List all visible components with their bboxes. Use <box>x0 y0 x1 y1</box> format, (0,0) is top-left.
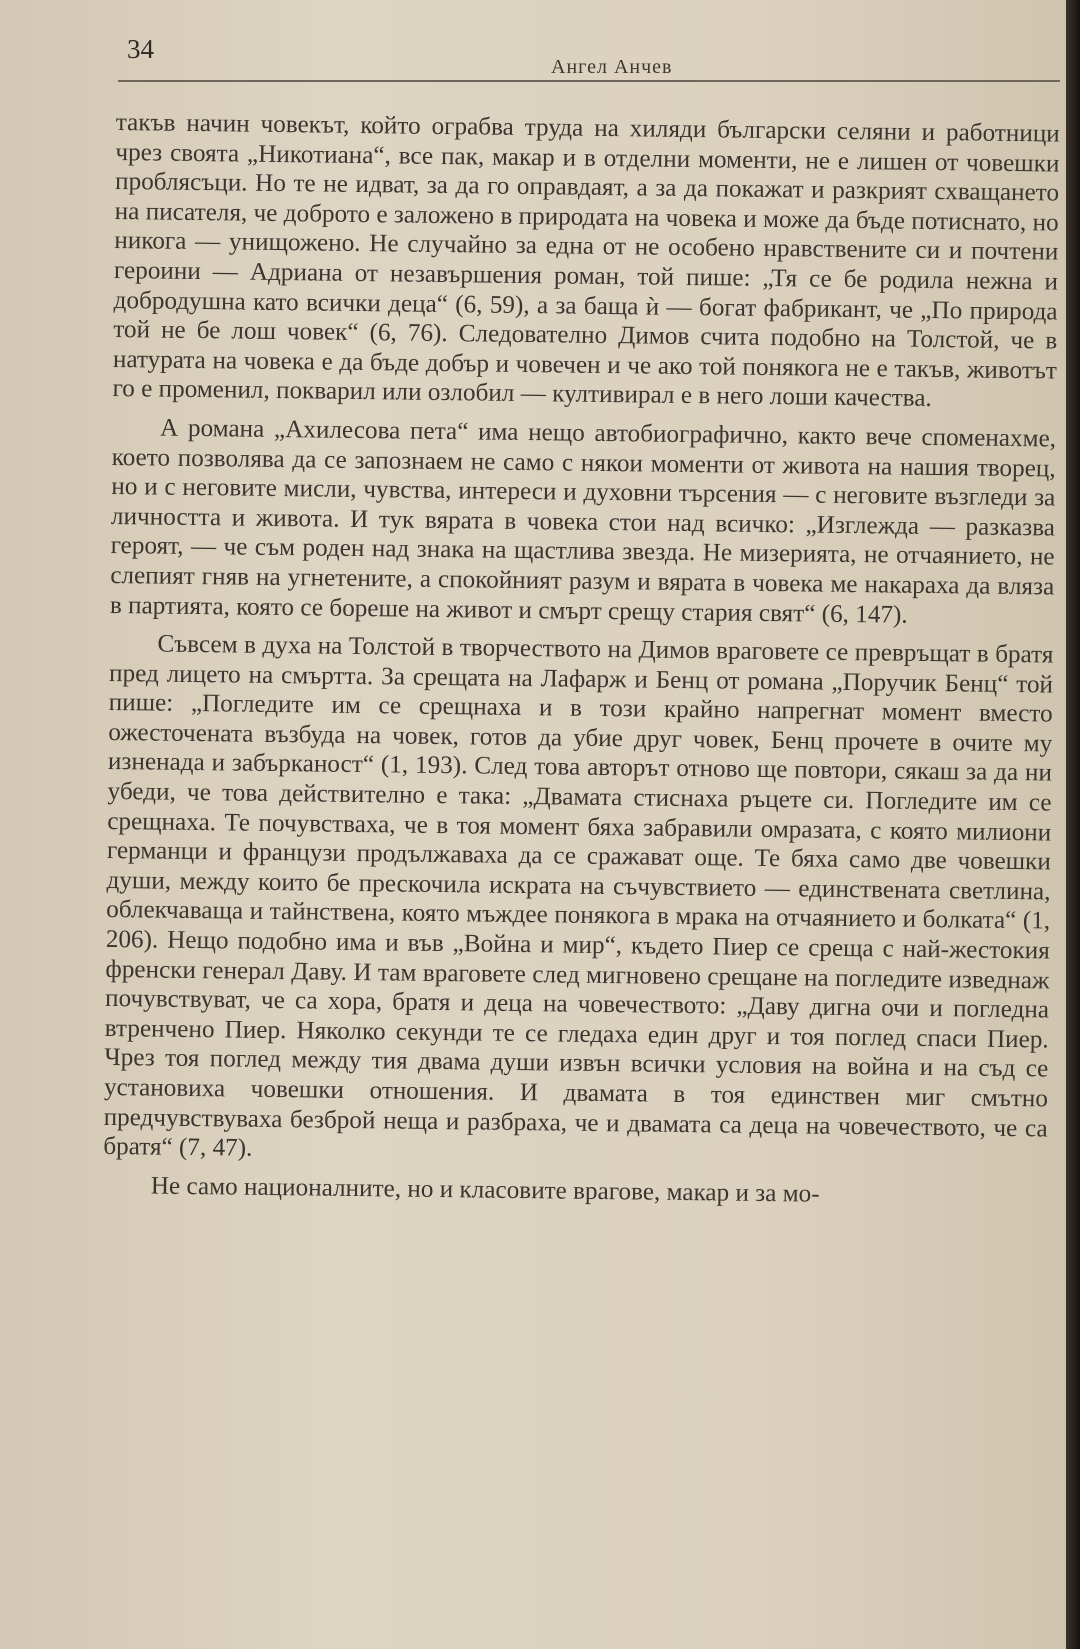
book-spine-edge <box>1066 0 1080 1649</box>
paragraph: такъв начин човекът, който ограбва труда на хиляди български селяни и работници чрез своята „Никотиана“, все пак, макар и в отделни моменти, не е лишен от човешки проблясъци. Но те не идват, за да го оправдаят, а за да покажат и разкрият схващането на писателя, че доброто е заложено в природата на човека и може да бъде потиснато, но никога — унищожено. Не случайно за една от не особено нравствените си и почтени героини — Адриана от незавършения роман, той пише: „Тя се бе родила нежна и добродушна като всички деца“ (6, 59), а за баща ѝ — богат фабрикант, че „По природа той не бе лош човек“ (6, 76). Следователно Димов счита подобно на Толстой, че в натурата на човека е да бъде добър и човечен и че ако той понякога не е такъв, животът го е променил, покварил или озлобил — култивирал е в него лоши качества. <box>112 108 1060 413</box>
page-number: 34 <box>127 34 154 64</box>
body-text <box>103 108 1060 1221</box>
paragraph: Не само националните, но и класовите врагове, макар и за мо- <box>150 1172 820 1208</box>
running-head: Ангел Анчев <box>551 56 673 78</box>
header-rule <box>118 80 1060 82</box>
paragraph: Съвсем в духа на Толстой в творчеството на Димов враговете се превръщат в братя пред лицето на смъртта. За срещата на Лафарж и Бенц от романа „Поручик Бенц“ той пише: „Погледите им се срещнаха и в този крайно напрегнат момент вместо ожесточената възбуда на човек, готов да убие друг човек, Бенц прочете в очите му изненада и забърканост“ (1, 193). След това авторът отново ще повтори, сякаш за да ни убеди, че това действително е така: „Двамата стиснаха ръцете си. Погледите им се срещнаха. Те почувстваха, че в тоя момент бяха забравили омразата, с която милиони германци и французи продължаваха да се сражават още. Те бяха само две човешки души, между които бе прескочила искрата на съчувствието — единствената светлина, облекчаваща и тайнствена, която мъждее понякога в мрака на отчаянието и болката“ (1, 206). Нещо подобно има и във „Война и мир“, където Пиер се среща с най-жестокия френски генерал Даву. И там враговете след мигновено срещане на погледите изведнаж почувствуват, че са хора, братя и деца на човечеството: „Даву дигна очи и погледна втренчено Пиер. Няколко секунди те се гледаха един друг и тоя поглед спаси Пиер. Чрез тоя поглед между тия двама души извън всички условия на война и на съд се установиха човешки отношения. И двамата в тоя единствен миг смътно предчувствуваха безброй неща и разбраха, че и двамата са деца на човечеството, че са братя“ (7, 47). <box>103 630 1054 1162</box>
paragraph: А романа „Ахилесова пета“ има нещо автобиографично, както вече споменахме, което позволява да се запознаем не само с някои моменти от живота на нашия творец, но и с неговите мисли, чувства, интереси и духовни търсения — с неговите възгледи за личността и живота. И тук вярата в човека стои над всичко: „Изглежда — разказва героят, — че съм роден над знака на щастлива звезда. Не мизерията, не отчаянието, не слепият гняв на угнетените, а спокойният разум и вярата в човека ме накараха да вляза в партията, която се бореше на живот и смърт срещу стария свят“ (6, 147). <box>109 414 1057 629</box>
